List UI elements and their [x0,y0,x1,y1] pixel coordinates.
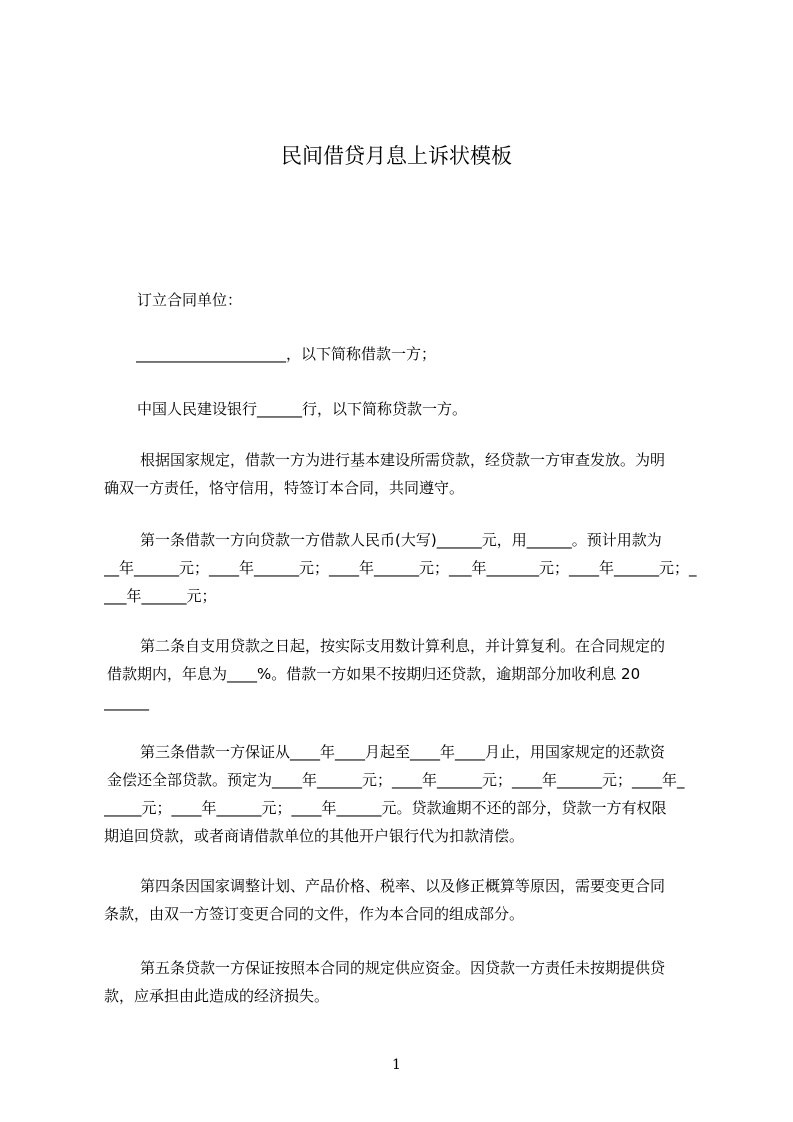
article-2 [104,632,700,716]
text-line: 款，应承担由此造成的经济损失。 [104,987,330,1005]
text-line: 条款，由双一方签订变更合同的文件，作为本合同的组成部分。 [104,905,525,923]
text-line: 确双一方责任，恪守信用，特签订本合同，共同遵守。 [104,479,465,497]
signing-unit-label [137,286,537,314]
text-line: 金偿还全部贷款。预定为____年______元；____年______元；____年______元；____年_ [107,771,685,789]
text-line: 第五条贷款一方保证按照本合同的规定供应资金。因贷款一方责任未按期提供贷 [140,959,666,977]
text-line: 借款期内，年息为____%。借款一方如果不按期归还贷款，逾期部分加收利息 20 [107,665,641,683]
text-line: 第三条借款一方保证从____年____月起至____年____月止，用国家规定的还款资 [140,743,666,761]
article-1 [104,526,700,610]
text-line: ______ [104,693,149,711]
document-title: 民间借贷月息上诉状模板 [281,144,512,168]
text-line: _____元；____年______元；____年______元。贷款逾期不还的部分，贷款一方有权限 [104,799,667,817]
article-5 [104,954,700,1010]
preamble-paragraph [104,446,700,502]
lender-line [137,395,697,423]
article-4 [104,872,700,928]
article-3 [104,738,700,850]
text-line: ____________________，以下简称借款一方； [136,345,437,363]
borrower-line [136,340,696,368]
text-line: ___年______元； [104,587,217,605]
page-number: 1 [392,1057,401,1073]
text-line: 第四条因国家调整计划、产品价格、税率、以及修正概算等原因，需要变更合同 [140,877,666,895]
text-line: __年______元；____年______元；____年______元；___年_______元；____年______元；_ [104,559,697,577]
text-line: 第二条自支用贷款之日起，按实际支用数计算利息，并计算复利。在合同规定的 [140,637,666,655]
text-line: 第一条借款一方向贷款一方借款人民币(大写)______元，用______。预计用款为 [140,531,662,549]
text-line: 期追回贷款，或者商请借款单位的其他开户银行代为扣款清偿。 [104,827,525,845]
text-line: 根据国家规定，借款一方为进行基本建设所需贷款，经贷款一方审查发放。为明 [140,451,666,469]
text-line: 中国人民建设银行______行，以下简称贷款一方。 [137,400,468,418]
text-line: 订立合同单位： [137,291,243,309]
